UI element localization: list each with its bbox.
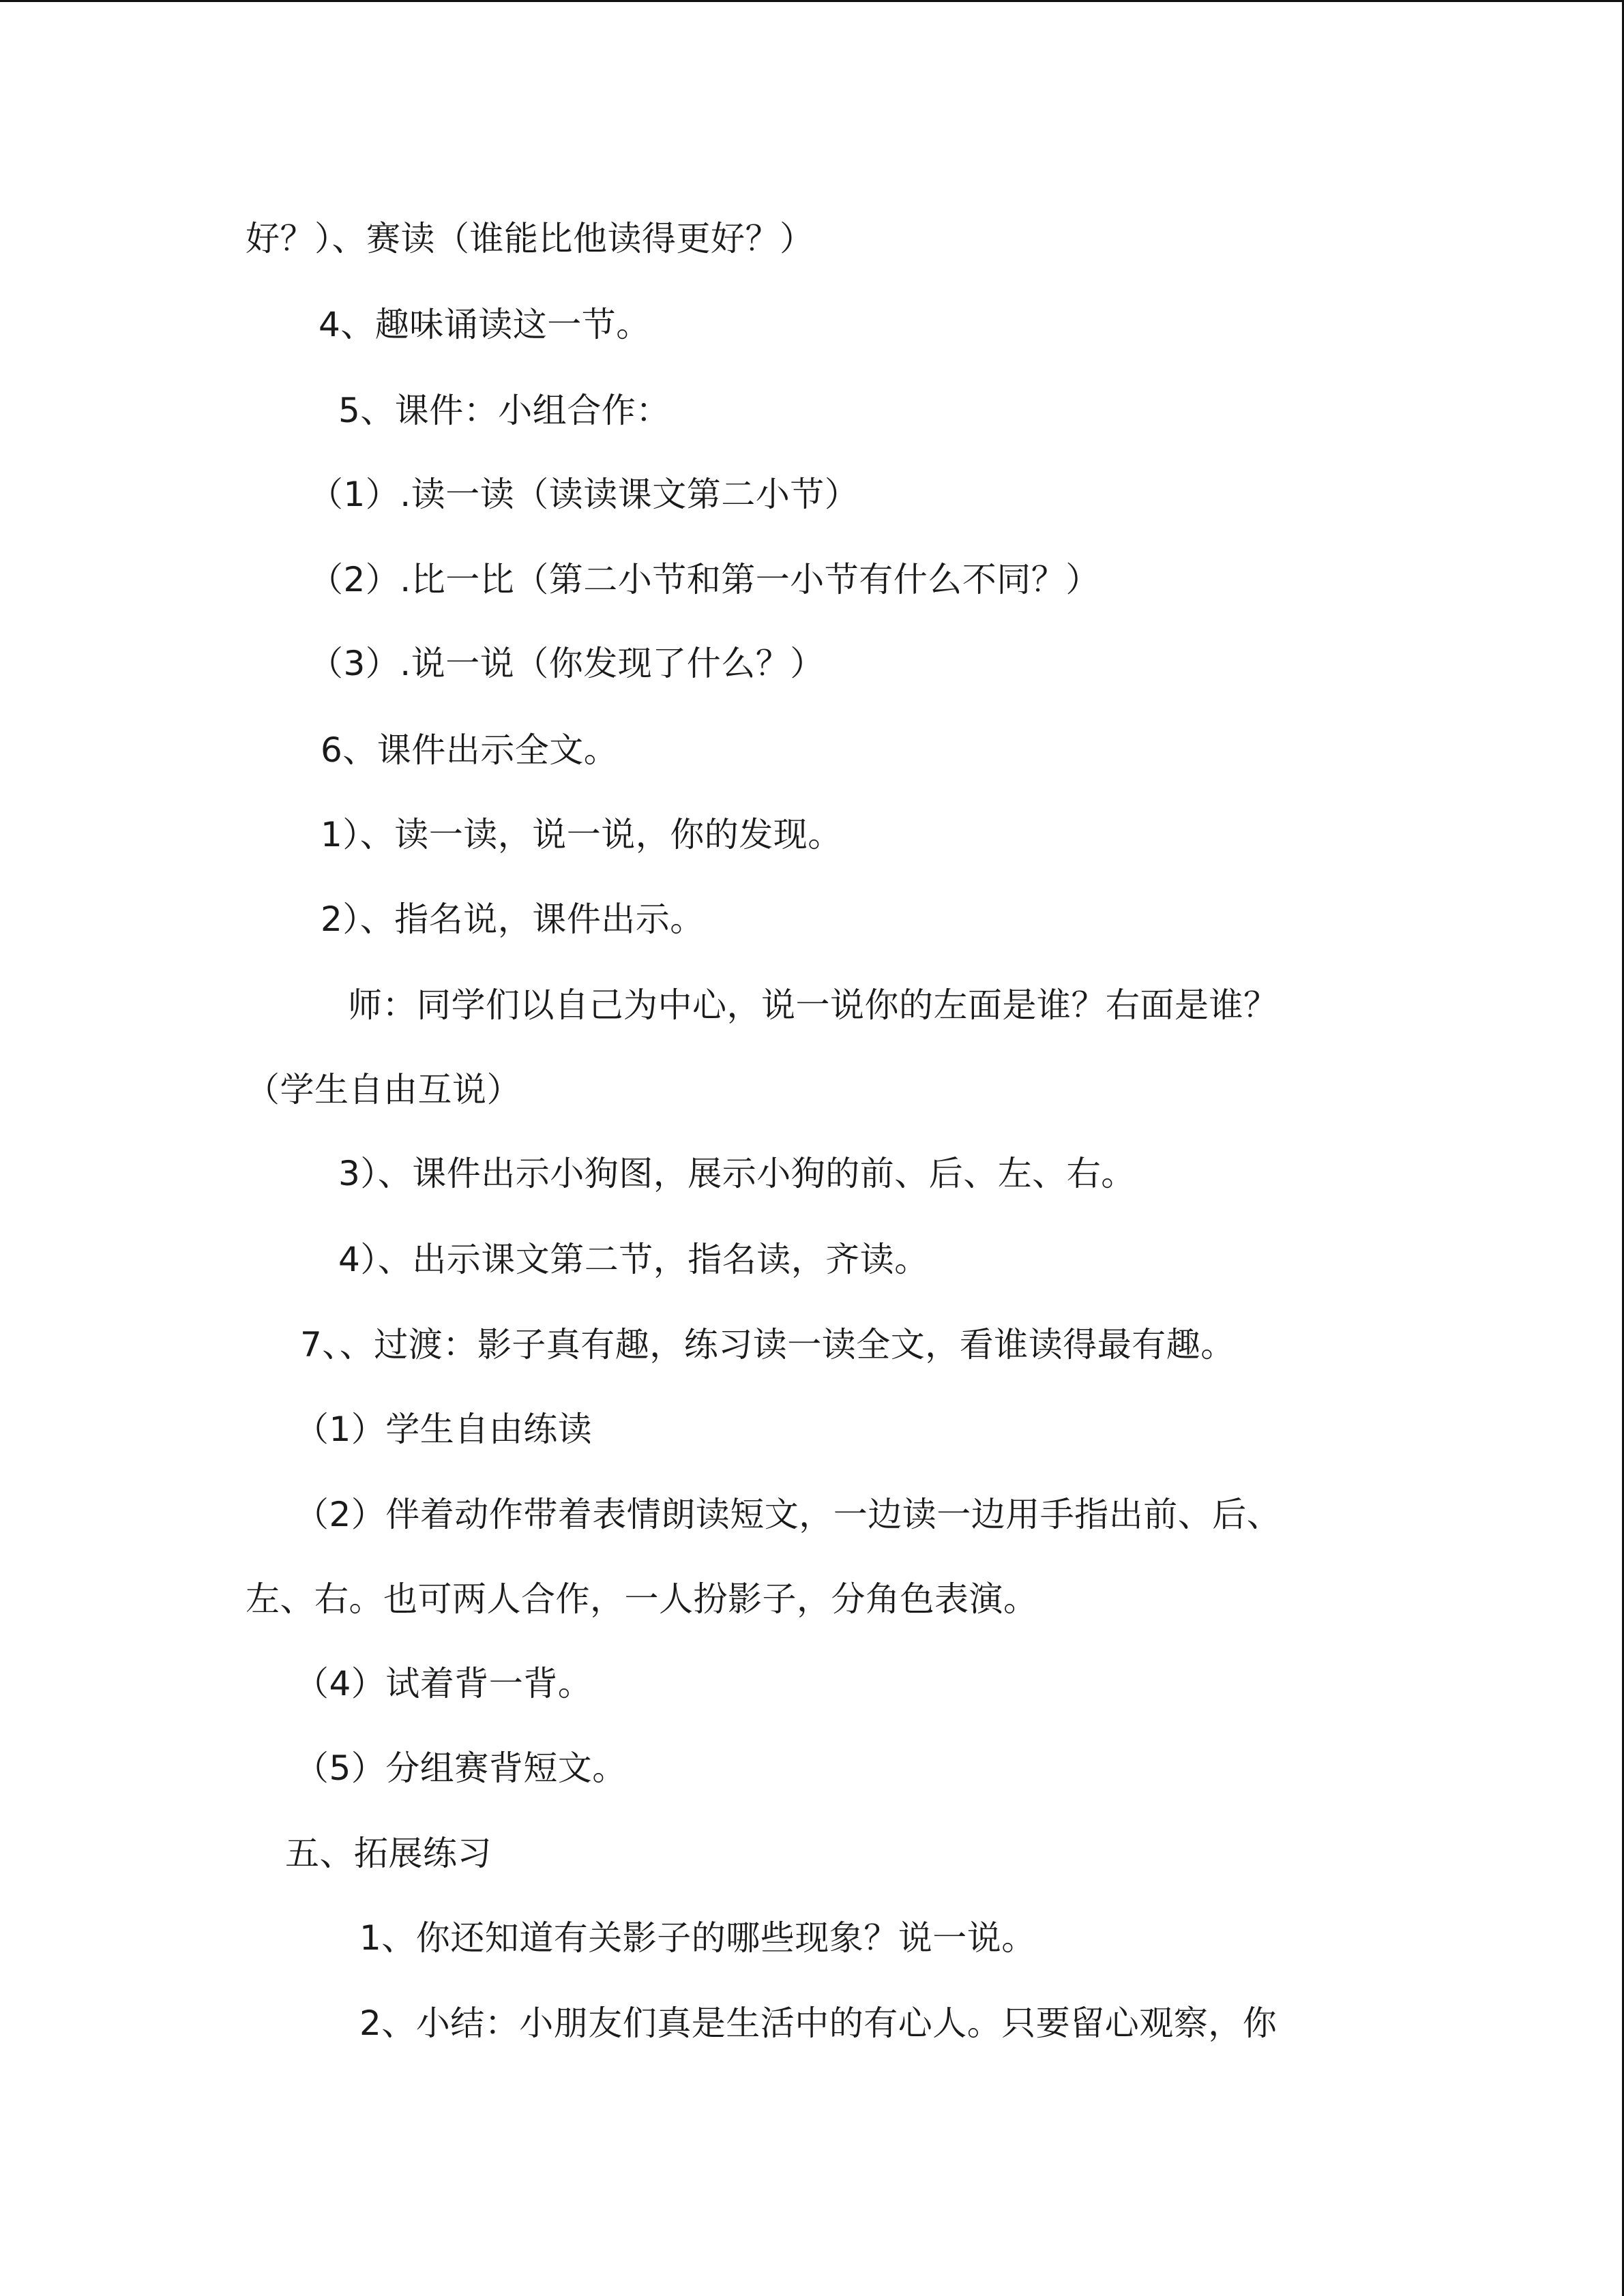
text-line: 师：同学们以自己为中心，说一说你的左面是谁？右面是谁？ — [348, 985, 1278, 1025]
section-heading: 五、拓展练习 — [285, 1834, 492, 1873]
text-line: （1）学生自由练读 — [295, 1410, 593, 1449]
text-line: 好？）、赛读（谁能比他读得更好？） — [246, 219, 814, 258]
text-line: 3）、课件出示小狗图，展示小狗的前、后、左、右。 — [338, 1154, 1136, 1193]
text-line: （1）.读一读（读读课文第二小节） — [309, 475, 859, 514]
text-line: 左、右。也可两人合作，一人扮影子，分角色表演。 — [246, 1579, 1038, 1619]
text-line: 4、趣味诵读这一节。 — [319, 305, 651, 344]
text-line: （2）.比一比（第二小节和第一小节有什么不同？） — [309, 560, 1100, 599]
text-line: 1、你还知道有关影子的哪些现象？说一说。 — [359, 1918, 1036, 1958]
text-line: 2）、指名说，课件出示。 — [321, 899, 705, 939]
text-line: 2、小结：小朋友们真是生活中的有心人。只要留心观察，你 — [359, 2003, 1278, 2043]
text-line: （2）伴着动作带着表情朗读短文，一边读一边用手指出前、后、 — [295, 1495, 1282, 1534]
text-line: 6、课件出示全文。 — [321, 730, 619, 770]
text-line: （4）试着背一背。 — [295, 1664, 593, 1703]
text-line: 5、课件：小组合作： — [338, 391, 670, 430]
page-top-border — [0, 0, 1624, 2]
text-line: 7、、过渡：影子真有趣，练习读一读全文，看谁读得最有趣。 — [300, 1325, 1235, 1365]
text-line: （学生自由互说） — [246, 1070, 521, 1109]
text-line: （5）分组赛背短文。 — [295, 1748, 627, 1788]
text-line: 4）、出示课文第二节，指名读，齐读。 — [338, 1240, 929, 1279]
text-line: 1）、读一读，说一说，你的发现。 — [321, 815, 842, 854]
text-line: （3）.说一说（你发现了什么？） — [309, 644, 825, 683]
